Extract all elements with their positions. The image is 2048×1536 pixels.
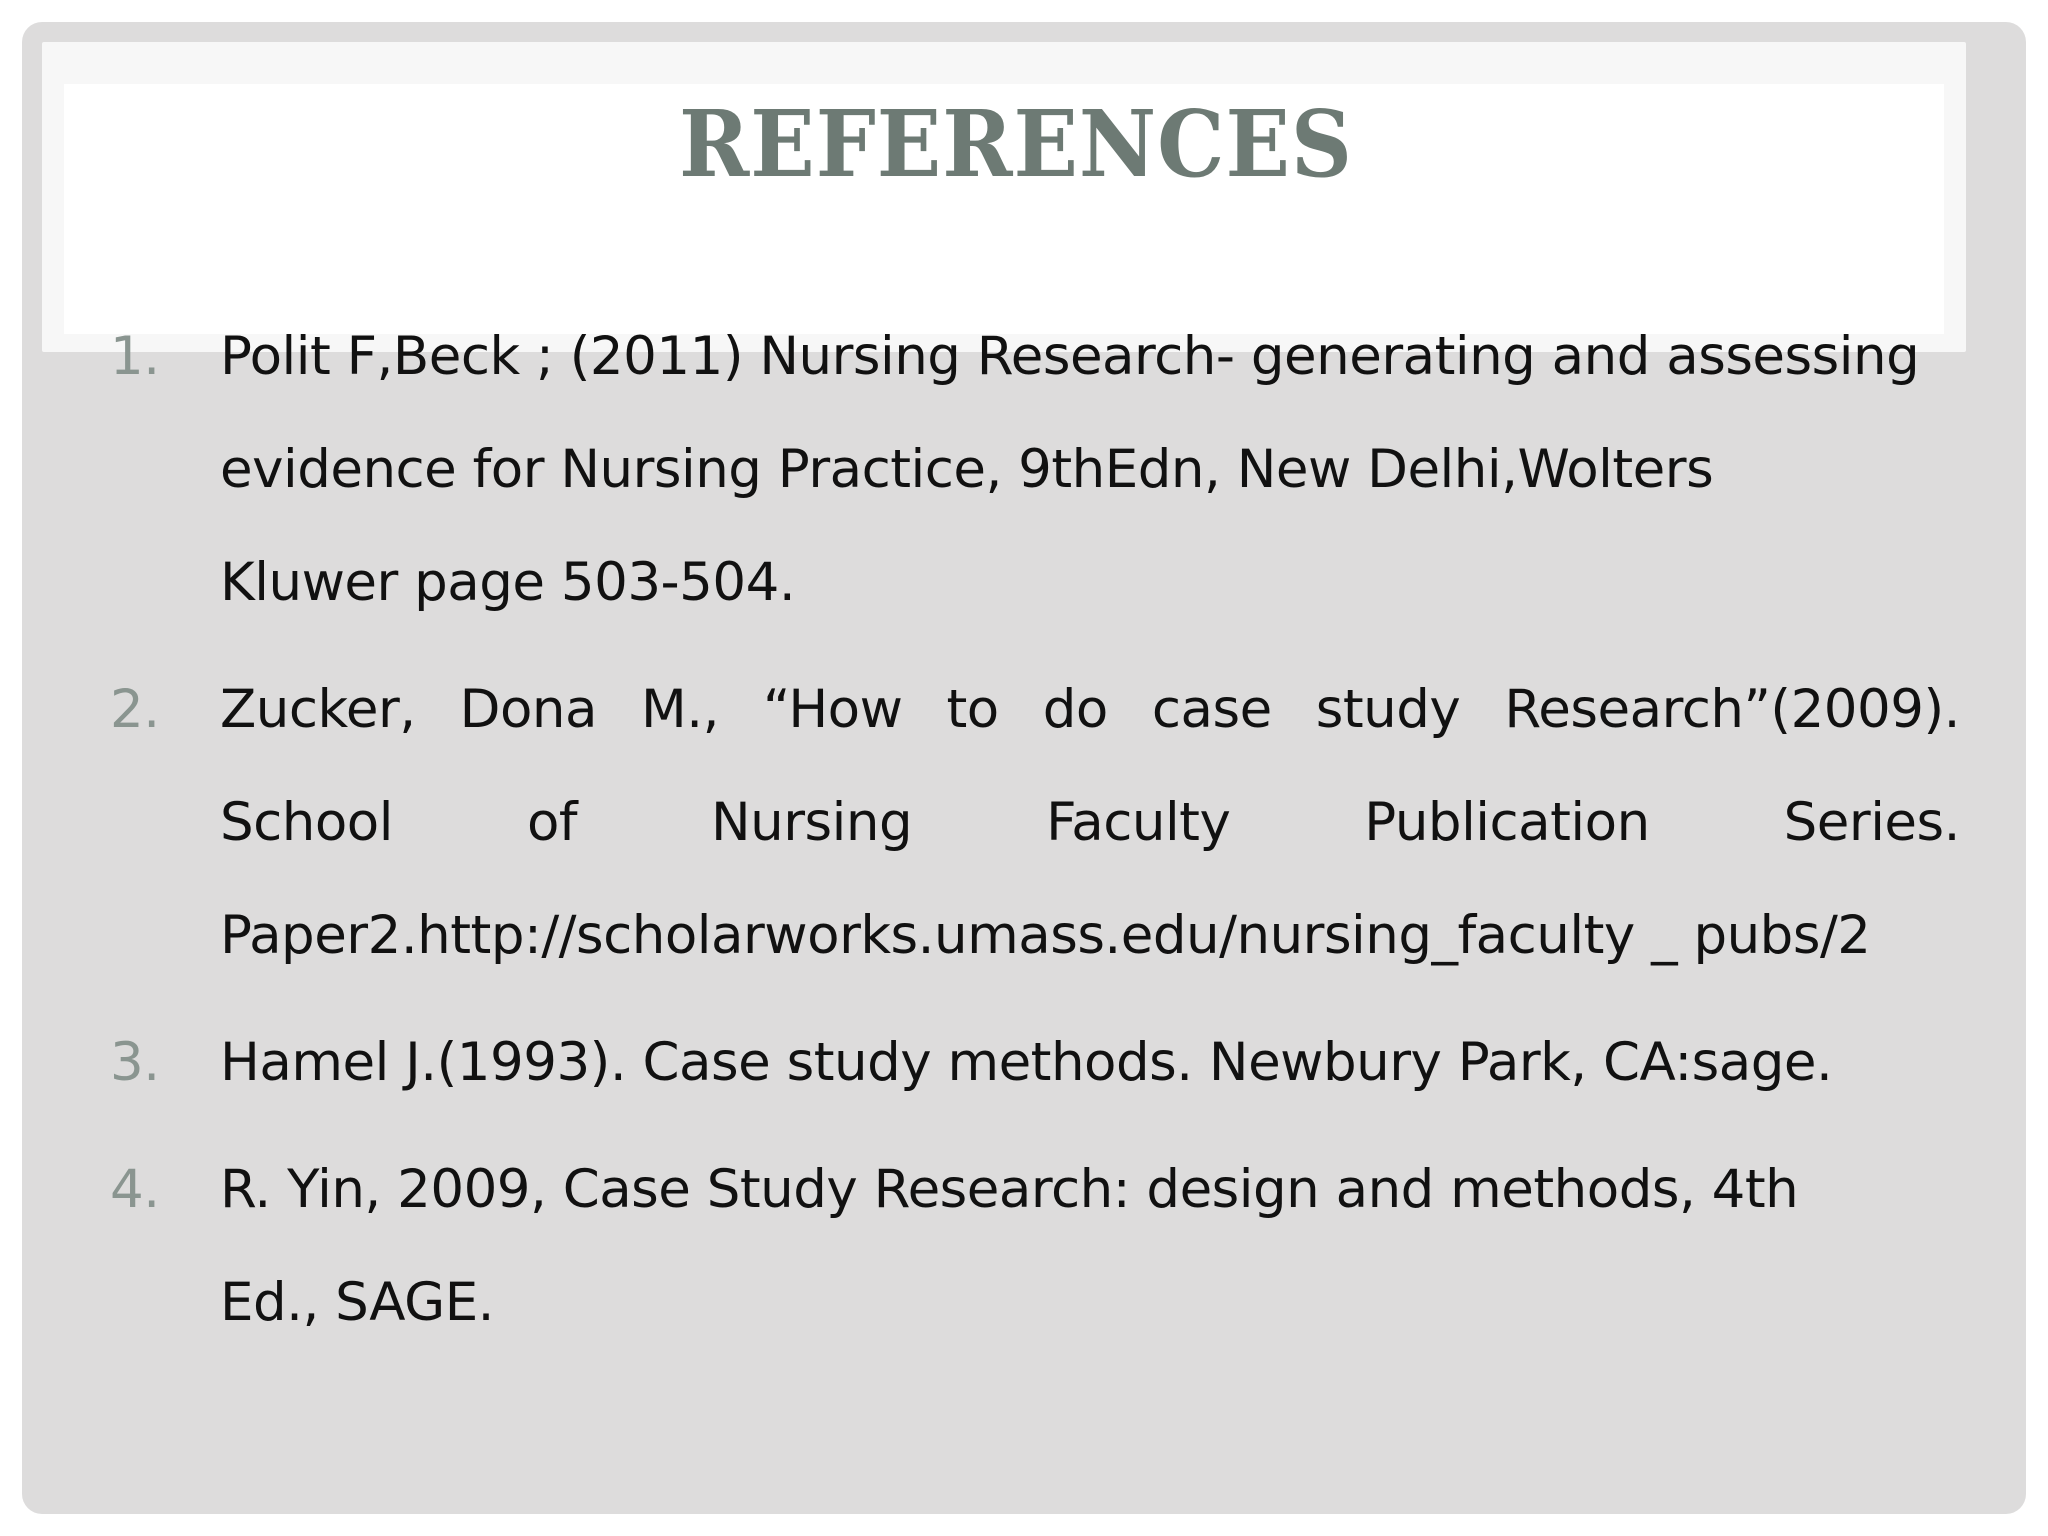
reference-item bbox=[110, 1133, 1960, 1359]
reference-line: Polit F,Beck ; (2011) Nursing Research- generating and assessing bbox=[220, 326, 1920, 387]
reference-line: R. Yin, 2009, Case Study Research: design and methods, 4th bbox=[220, 1159, 1799, 1220]
reference-line: Kluwer page 503-504. bbox=[220, 552, 796, 613]
reference-line: Paper2.http://scholarworks.umass.edu/nursing_faculty _ pubs/2 bbox=[220, 905, 1871, 966]
reference-number: 4. bbox=[110, 1159, 160, 1220]
reference-line: Ed., SAGE. bbox=[220, 1272, 495, 1333]
slide-title: REFERENCES bbox=[679, 90, 1353, 198]
reference-number: 2. bbox=[110, 679, 160, 740]
reference-number: 3. bbox=[110, 1032, 160, 1093]
reference-line: Zucker, Dona M., “How to do case study Research”(2009). bbox=[220, 679, 1960, 740]
reference-number: 1. bbox=[110, 326, 160, 387]
reference-item bbox=[110, 653, 1960, 992]
reference-line: School of Nursing Faculty Publication Series. bbox=[220, 792, 1960, 853]
reference-list bbox=[110, 300, 1960, 1373]
reference-item bbox=[110, 1006, 1960, 1119]
reference-line: evidence for Nursing Practice, 9thEdn, New Delhi,Wolters bbox=[220, 439, 1714, 500]
reference-line: Hamel J.(1993). Case study methods. Newbury Park, CA:sage. bbox=[220, 1032, 1833, 1093]
reference-item bbox=[110, 300, 1960, 639]
